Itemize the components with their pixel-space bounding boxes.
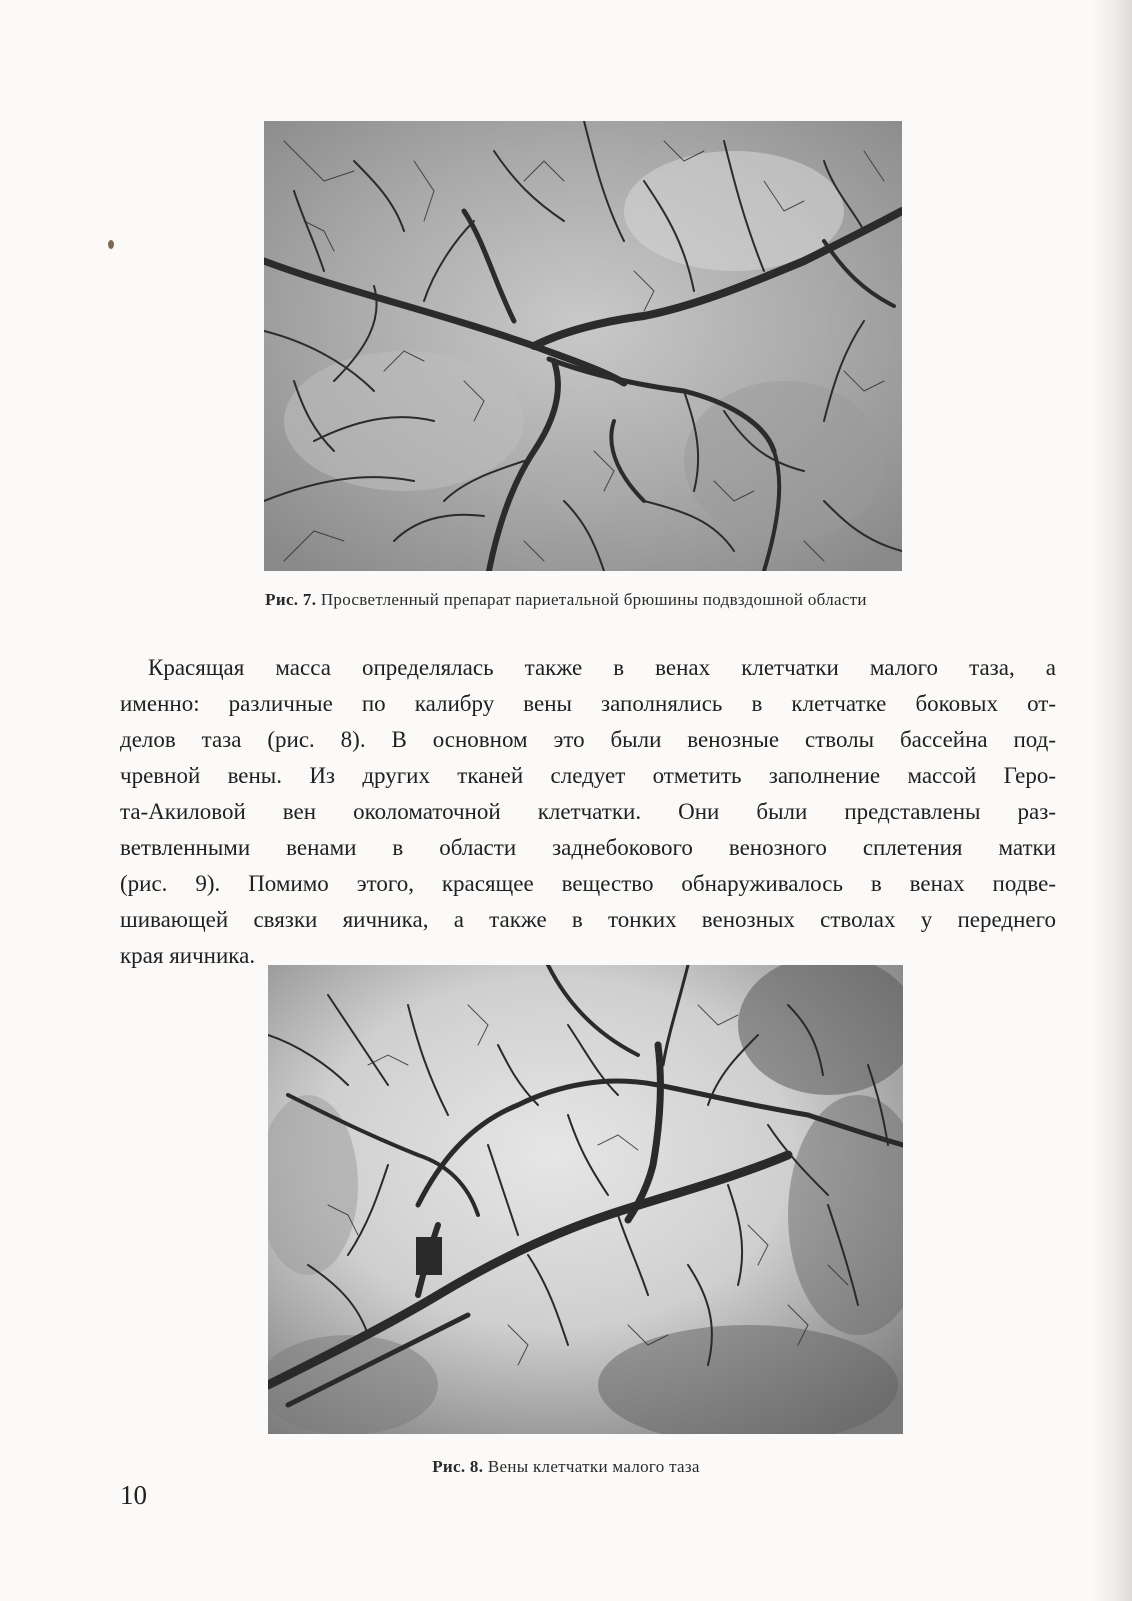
figure-7-caption-text: Просветленный препарат париетальной брюшины подвздошной области xyxy=(320,590,867,609)
figure-7-caption xyxy=(0,590,1132,610)
figure-8-caption xyxy=(0,1457,1132,1477)
paragraph-line: Красящая масса определялась также в венах клетчатки малого таза, а xyxy=(148,655,1056,680)
figure-8-number: Рис. 8. xyxy=(432,1457,484,1476)
page-number: 10 xyxy=(120,1480,147,1510)
paragraph-line: (рис. 9). Помимо этого, красящее вещество обнаруживалось в венах подве- xyxy=(120,871,1056,896)
page-edge-shadow xyxy=(1092,0,1132,1601)
figure-7-number: Рис. 7. xyxy=(265,590,317,609)
paper-speck xyxy=(108,240,114,249)
paragraph-line: делов таза (рис. 8). В основном это были венозные стволы бассейна под- xyxy=(120,727,1056,752)
paragraph-line: чревной вены. Из других тканей следует отметить заполнение массой Геро- xyxy=(120,763,1056,788)
figure-8-caption-text: Вены клетчатки малого таза xyxy=(487,1457,700,1476)
paragraph-line: шивающей связки яичника, а также в тонких венозных стволах у переднего xyxy=(120,907,1056,932)
paragraph-line: та-Акиловой вен околоматочной клетчатки. Они были представлены раз- xyxy=(120,799,1056,824)
vein-network-illustration xyxy=(268,965,903,1434)
vein-network-illustration xyxy=(264,121,902,571)
paragraph-line: именно: различные по калибру вены заполнялись в клетчатке боковых от- xyxy=(120,691,1056,716)
figure-7-photo xyxy=(264,121,902,571)
figure-8-photo xyxy=(268,965,903,1434)
paragraph-line: ветвленными венами в области заднебокового венозного сплетения матки xyxy=(120,835,1056,860)
paragraph-line: края яичника. xyxy=(120,943,256,968)
body-paragraph xyxy=(120,650,1056,974)
